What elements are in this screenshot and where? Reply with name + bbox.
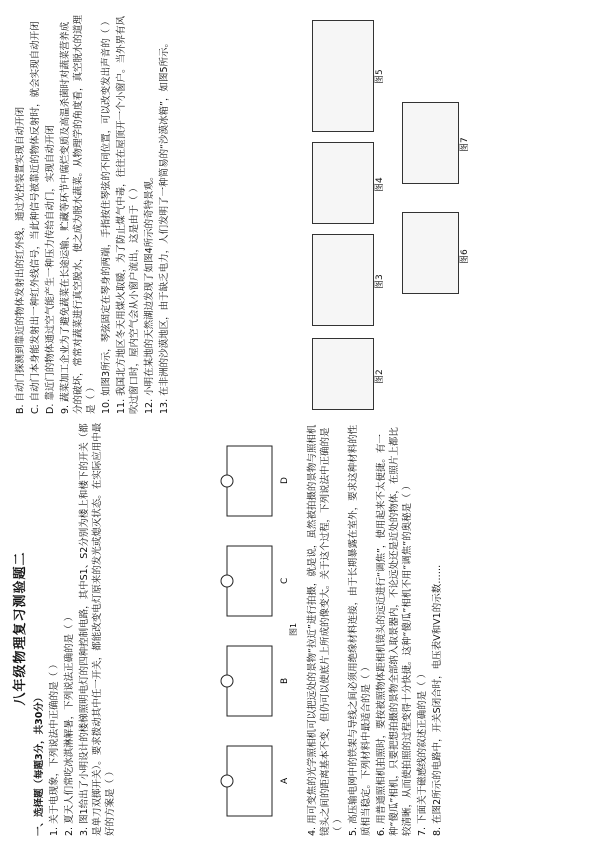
figure-1-circuits xyxy=(217,421,297,836)
lamp-c-icon xyxy=(221,575,233,587)
figure-5-image xyxy=(312,20,374,132)
figure-2-caption: 图2 xyxy=(375,369,385,384)
figure-3-caption: 图3 xyxy=(375,274,385,289)
figure-7-caption: 图7 xyxy=(460,137,470,152)
question-6: 6. 用普通照相机拍照时，要按被照物体距相机镜头的远近进行“调焦”，使用起来不太便捷。有一种“傻瓜”相机，只要把想拍摄的景物全部纳入取景器内，不论远处还是近处的物体，在照片上都比较清晰，从而使拍照的过程变得十分快捷。这种“傻瓜”相机不用“调焦”的奥秘是（ ） xyxy=(376,427,413,836)
figure-1-caption: 图1 xyxy=(289,622,298,636)
lamp-a-icon xyxy=(221,775,233,787)
figure-6-caption: 图6 xyxy=(460,249,470,264)
question-9: 9. 蔬菜加工企业为了避免蔬菜在长途运输、贮藏等环节中腐烂变质及高温杀菌时对蔬菜营养成分的破坏，常常对蔬菜进行真空脱水，使之成为脱水蔬菜。从物理学的角度看，真空脱水的道理是（ ） xyxy=(60,14,97,414)
circuit-label-d: D xyxy=(280,477,290,484)
exam-title: 八年级物理复习测验题二 xyxy=(13,551,28,706)
question-7: 7. 下面关于磁感线的叙述正确的是（ ） xyxy=(417,668,428,836)
circuit-diagrams xyxy=(217,421,297,836)
figure-7-image xyxy=(402,102,459,184)
circuit-a xyxy=(227,746,272,816)
question-13: 13. 在非洲的沙漠地区，由于缺乏电力，人们发明了一种简易的“沙漠冰箱”，如图5所示。 xyxy=(159,37,170,414)
section-heading: 一、选择题（每题3分，共30分） xyxy=(34,692,45,836)
question-8-option-d: D. 靠近门的物体通过空气能产生一种压力传给自动门，实现自动开闭 xyxy=(45,125,56,414)
figure-4-caption: 图4 xyxy=(375,177,385,192)
question-8-option-b: B. 自动门探测到靠近的物体发射出的红外线，通过光控装置实现自动开闭 xyxy=(15,106,26,414)
circuit-c xyxy=(227,546,272,616)
left-column xyxy=(12,421,443,836)
circuit-label-c: C xyxy=(280,577,290,584)
figure-5-caption: 图5 xyxy=(375,69,385,84)
question-3: 3. 图1给出了小明设计的楼梯照明电灯的四种控制电路，其中S1、S2分别为楼上和楼下的开关（都是单刀双掷开关）。要求拨动其中任一开关，都能改变电灯原来的发光或熄灭状态。在实际应用中最好的方案是（ ） xyxy=(79,422,116,836)
figure-4-image xyxy=(312,142,374,224)
question-1: 1. 关于电现象，下列说法中正确的是（ ） xyxy=(49,659,60,836)
figure-3-image xyxy=(312,234,374,326)
circuit-label-a: A xyxy=(280,777,290,784)
right-column xyxy=(12,14,470,414)
question-8-option-c: C. 自动门本身能发射出一种红外线信号，当此种信号被靠近的物体反射时，就会实现自动开闭 xyxy=(30,21,41,414)
question-12: 12. 小明在某地的天然湖边发现了如图4所示的奇特景观。 xyxy=(144,171,155,414)
figure-6-image xyxy=(402,212,459,294)
circuit-b xyxy=(227,646,272,716)
circuit-d xyxy=(227,446,272,516)
circuit-label-b: B xyxy=(280,677,290,684)
question-4: 4. 用可变焦的光学照相机可以把远处的景物“拉近”进行拍摄，就是说，虽然被拍摄的景物与照相机镜头之间的距离基本不变，但仍可以使底片上所成的像变大。关于这个过程，下列说法中正确的是（ ） xyxy=(307,424,344,836)
question-10: 10. 如图3所示，琴弦固定在琴身的两端，手指按住琴弦的不同位置，可以改变发出声音的（ ） xyxy=(101,16,112,414)
lamp-b-icon xyxy=(221,675,233,687)
question-11: 11. 我国北方地区冬天用煤火取暖，为了防止煤气中毒，往往在屋顶开一个小窗户。当外界有风吹过窗口时，屋内空气会从小窗户流出，这是由于（ ） xyxy=(116,15,140,414)
lamp-d-icon xyxy=(221,475,233,487)
figure-2-image xyxy=(312,338,374,410)
question-8: 8. 在图2所示的电路中，开关S闭合时，电压表V和V1的示数…… xyxy=(432,564,443,836)
question-5: 5. 高压输电网中的铁架与导线之间必须用绝缘材料连接，由于长期暴露在室外，要求这种材料的性质相当稳定。下列材料中最适合的是（ ） xyxy=(348,424,372,836)
question-2: 2. 夏天人们常吃冰淇淋解暑，下列说法正确的是（ ） xyxy=(64,611,75,836)
